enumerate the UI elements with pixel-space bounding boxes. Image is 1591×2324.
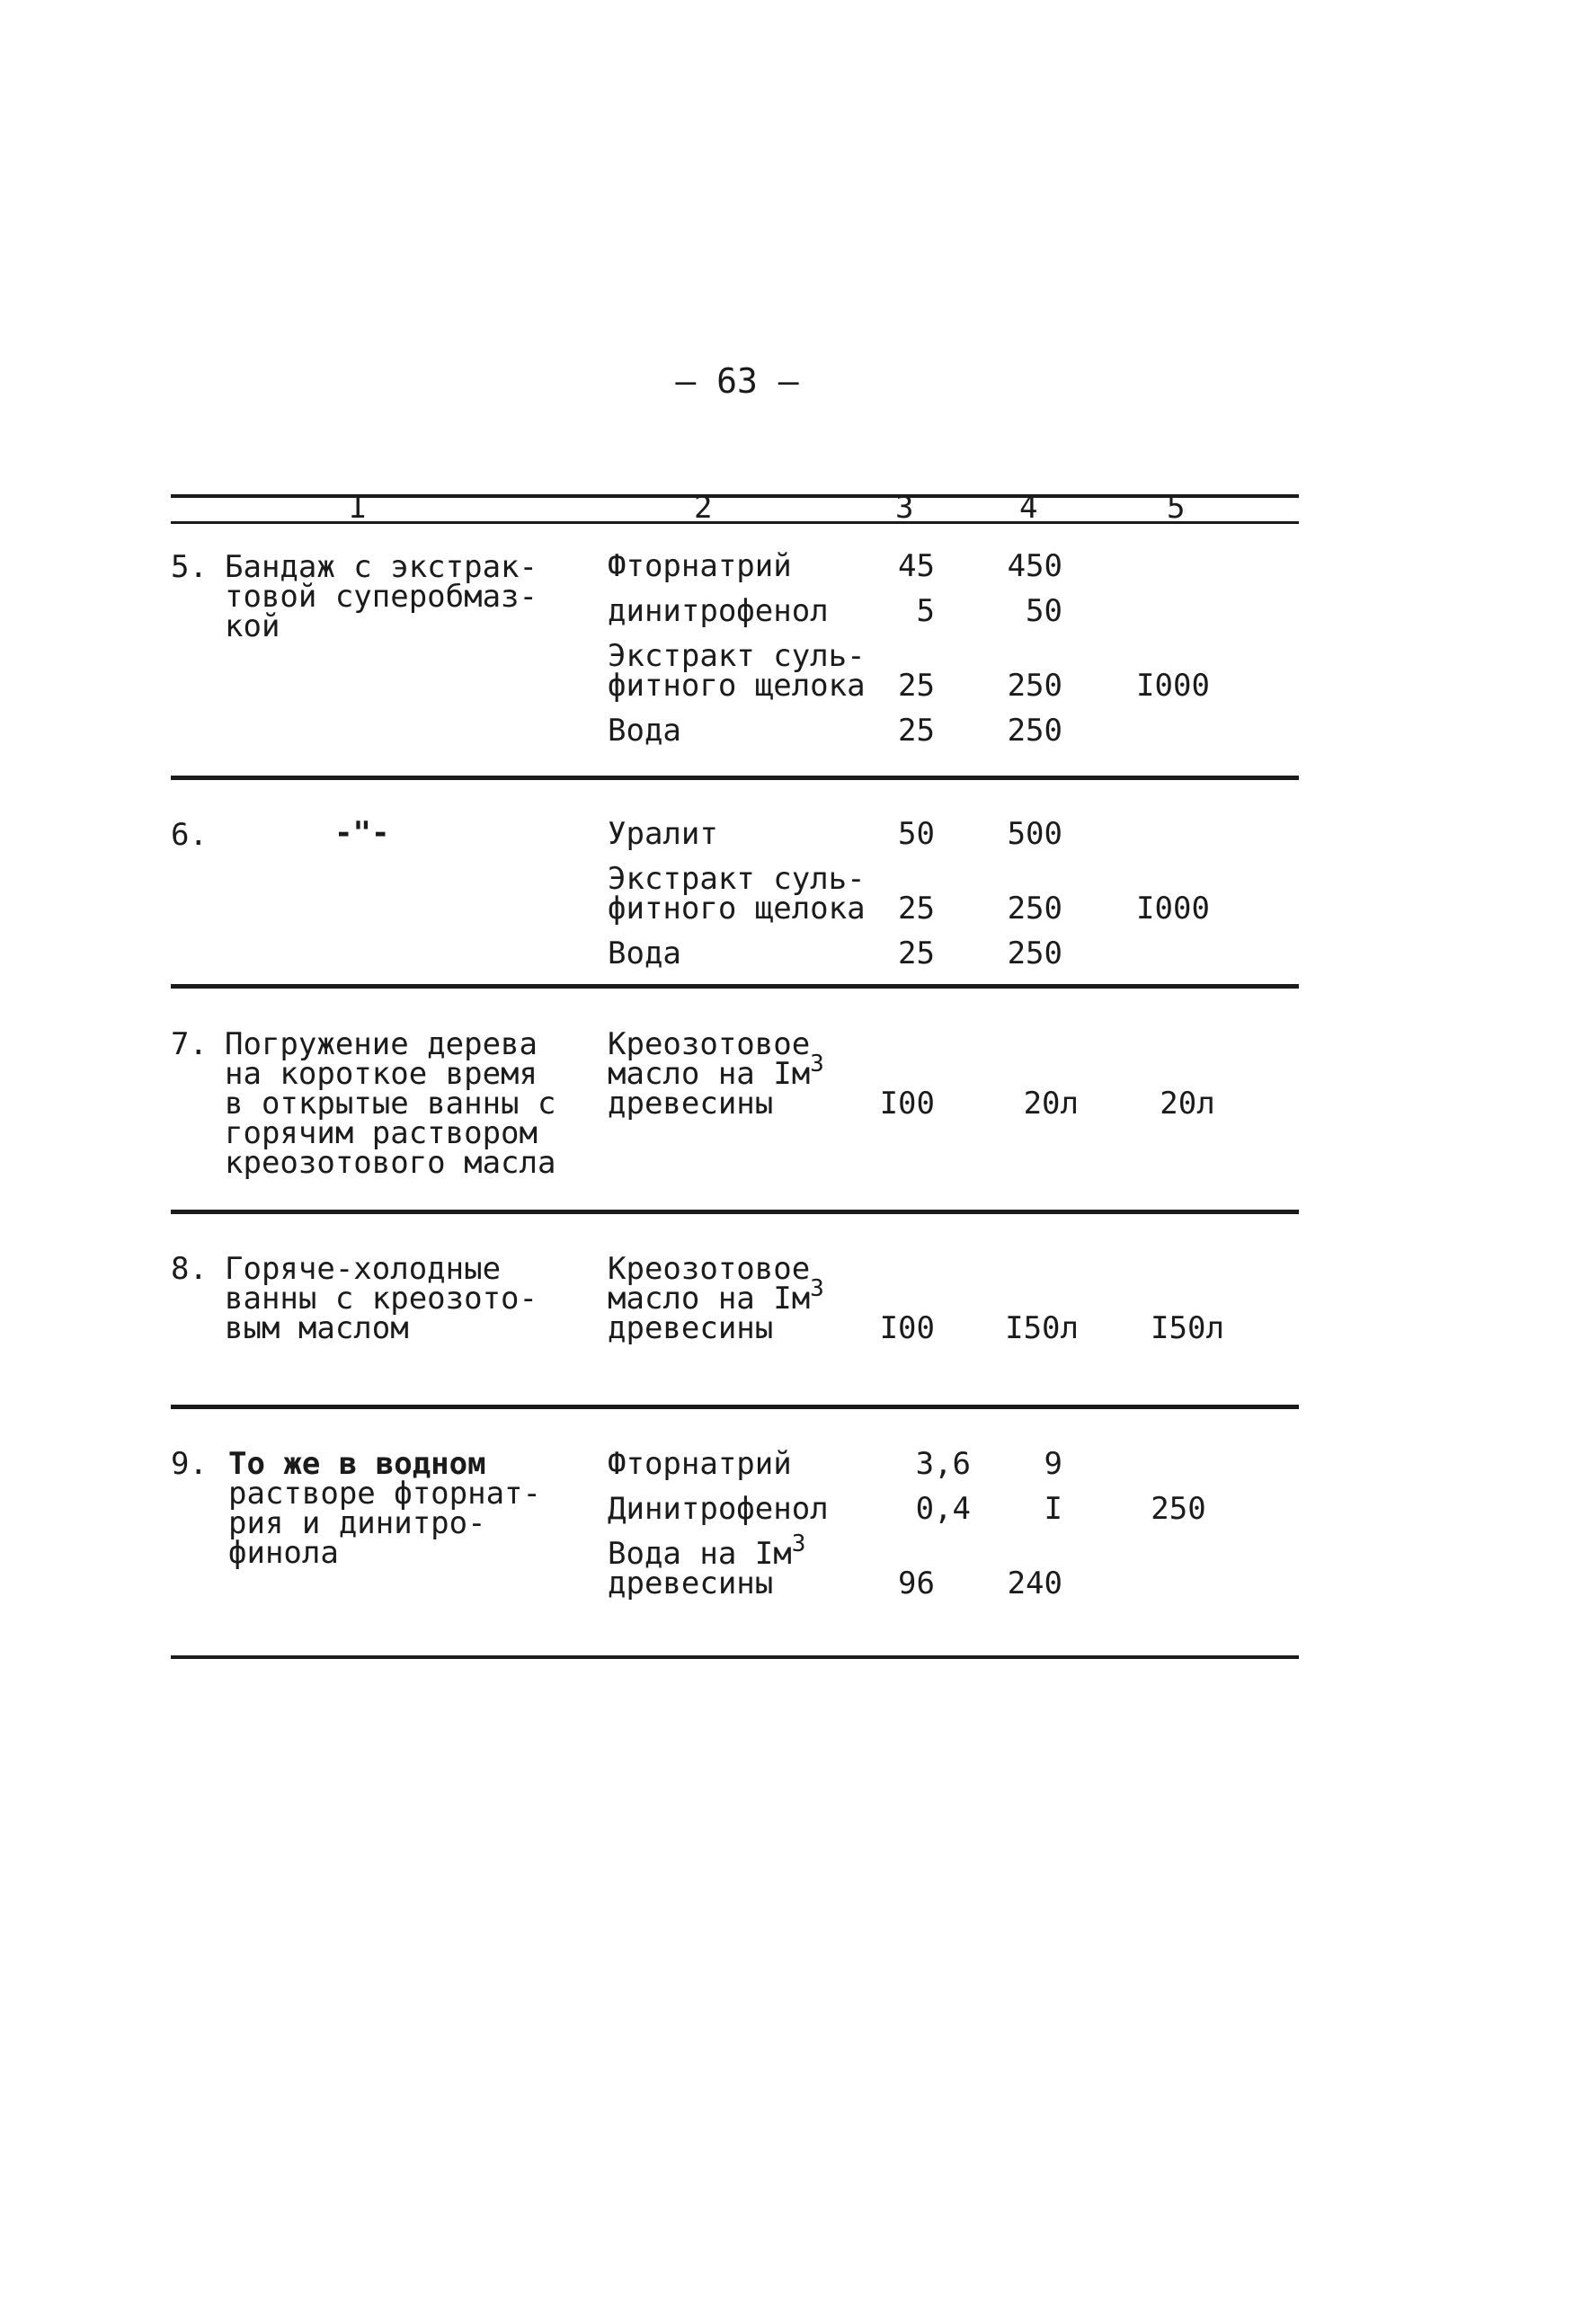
row-6-item-value-4: 500: [1007, 816, 1062, 852]
row-8-number: 8.: [171, 1251, 208, 1287]
row-5-item-value-5: I000: [1136, 668, 1210, 704]
row-8-desc-line: вым маслом: [225, 1310, 409, 1346]
row-5-item-value-3: 25: [898, 668, 935, 704]
row-9-desc-line: финола: [228, 1535, 339, 1571]
row-5-item-name: Экстракт суль-: [608, 638, 866, 674]
row-9-desc-line: растворе фторнат-: [228, 1476, 541, 1512]
row-7-item-value-4: 20л: [1023, 1086, 1079, 1122]
row-9-item-value-3: 96: [898, 1566, 935, 1601]
row-5-item-name: Фторнатрий: [608, 548, 792, 584]
row-6-item-name: фитного щелока: [608, 891, 866, 927]
row-5-item-name: фитного щелока: [608, 668, 866, 704]
row-7-number: 7.: [171, 1026, 208, 1062]
row-9-superscript: 3: [791, 1530, 806, 1557]
table-bottom-rule: [171, 1655, 1299, 1659]
row-9-item-name: древесины: [608, 1566, 774, 1601]
row-separator: [171, 984, 1299, 989]
row-6-item-value-4: 250: [1007, 891, 1062, 927]
header-col-3: 3: [895, 490, 914, 526]
row-5-item-value-4: 450: [1007, 548, 1062, 584]
row-5-item-value-4: 250: [1007, 668, 1062, 704]
row-5-item-value-4: 50: [1026, 593, 1062, 629]
row-8-item-value-3: I00: [879, 1310, 935, 1346]
row-6-item-value-3: 25: [898, 936, 935, 971]
row-9-item-name: Динитрофенол: [608, 1491, 829, 1527]
row-6-item-value-3: 25: [898, 891, 935, 927]
row-7-desc-line: горячим раствором: [225, 1115, 538, 1151]
row-7-item-name-text: масло на Iм: [608, 1056, 811, 1092]
row-8-superscript: 3: [810, 1275, 824, 1302]
row-9-desc-line: рия и динитро-: [228, 1505, 486, 1541]
row-7-desc-line: в открытые ванны с: [225, 1086, 556, 1122]
row-7-desc-line: креозотового масла: [225, 1145, 556, 1181]
row-6-item-name: Вода: [608, 936, 681, 971]
row-5-item-name: Вода: [608, 713, 681, 749]
row-separator: [171, 1405, 1299, 1409]
row-7-item-name: Креозотовое: [608, 1026, 811, 1062]
row-8-desc-line: Горяче-холодные: [225, 1251, 502, 1287]
header-col-5: 5: [1167, 490, 1186, 526]
row-separator: [171, 1210, 1299, 1214]
row-7-item-value-3: I00: [879, 1086, 935, 1122]
row-9-desc-line: То же в водном: [228, 1446, 486, 1482]
header-bottom-rule: [171, 521, 1299, 524]
row-5-item-value-3: 5: [916, 593, 935, 629]
row-6-ditto: -"-: [334, 815, 390, 851]
row-7-desc-line: Погружение дерева: [225, 1026, 538, 1062]
header-col-4: 4: [1019, 490, 1038, 526]
row-9-item-name-text: Вода на Iм: [608, 1536, 792, 1572]
row-9-item-value-4: 240: [1007, 1566, 1062, 1601]
row-5-desc-line: товой суперобмаз-: [225, 579, 538, 615]
row-7-superscript: 3: [810, 1051, 824, 1078]
row-8-desc-line: ванны с креозото-: [225, 1281, 538, 1317]
row-6-item-value-3: 50: [898, 816, 935, 852]
row-5-desc-line: кой: [225, 608, 280, 644]
row-5-number: 5.: [171, 549, 208, 585]
row-7-item-value-5: 20л: [1160, 1086, 1215, 1122]
row-5-item-value-3: 25: [898, 713, 935, 749]
row-5-desc-line: Бандаж с экстрак-: [225, 549, 538, 585]
row-5-item-value-4: 250: [1007, 713, 1062, 749]
row-5-item-value-3: 45: [898, 548, 935, 584]
row-7-item-name: древесины: [608, 1086, 774, 1122]
row-8-item-name-text: масло на Iм: [608, 1281, 811, 1317]
header-col-2: 2: [694, 490, 713, 526]
row-9-item-value-4: 9: [1044, 1446, 1062, 1482]
row-8-item-name: Креозотовое: [608, 1251, 811, 1287]
row-5-item-name: динитрофенол: [608, 593, 829, 629]
row-6-number: 6.: [171, 817, 208, 853]
row-7-desc-line: на короткое время: [225, 1056, 538, 1092]
row-9-number: 9.: [171, 1446, 208, 1482]
row-8-item-name: древесины: [608, 1310, 774, 1346]
row-6-item-name: Экстракт суль-: [608, 861, 866, 897]
row-9-item-name: Фторнатрий: [608, 1446, 792, 1482]
row-8-item-value-4: I50л: [1005, 1310, 1079, 1346]
table-top-rule: [171, 494, 1299, 498]
row-8-item-value-5: I50л: [1151, 1310, 1224, 1346]
row-6-item-name: Уралит: [608, 816, 718, 852]
header-col-1: I: [349, 490, 368, 526]
row-separator: [171, 776, 1299, 780]
row-9-item-value-5: 250: [1151, 1491, 1206, 1527]
page-number: — 63 —: [675, 361, 799, 401]
row-9-item-value-4: I: [1044, 1491, 1062, 1527]
row-6-item-value-5: I000: [1136, 891, 1210, 927]
row-9-item-value-3: 0,4: [915, 1491, 971, 1527]
row-6-item-value-4: 250: [1007, 936, 1062, 971]
row-9-item-value-3: 3,6: [915, 1446, 971, 1482]
